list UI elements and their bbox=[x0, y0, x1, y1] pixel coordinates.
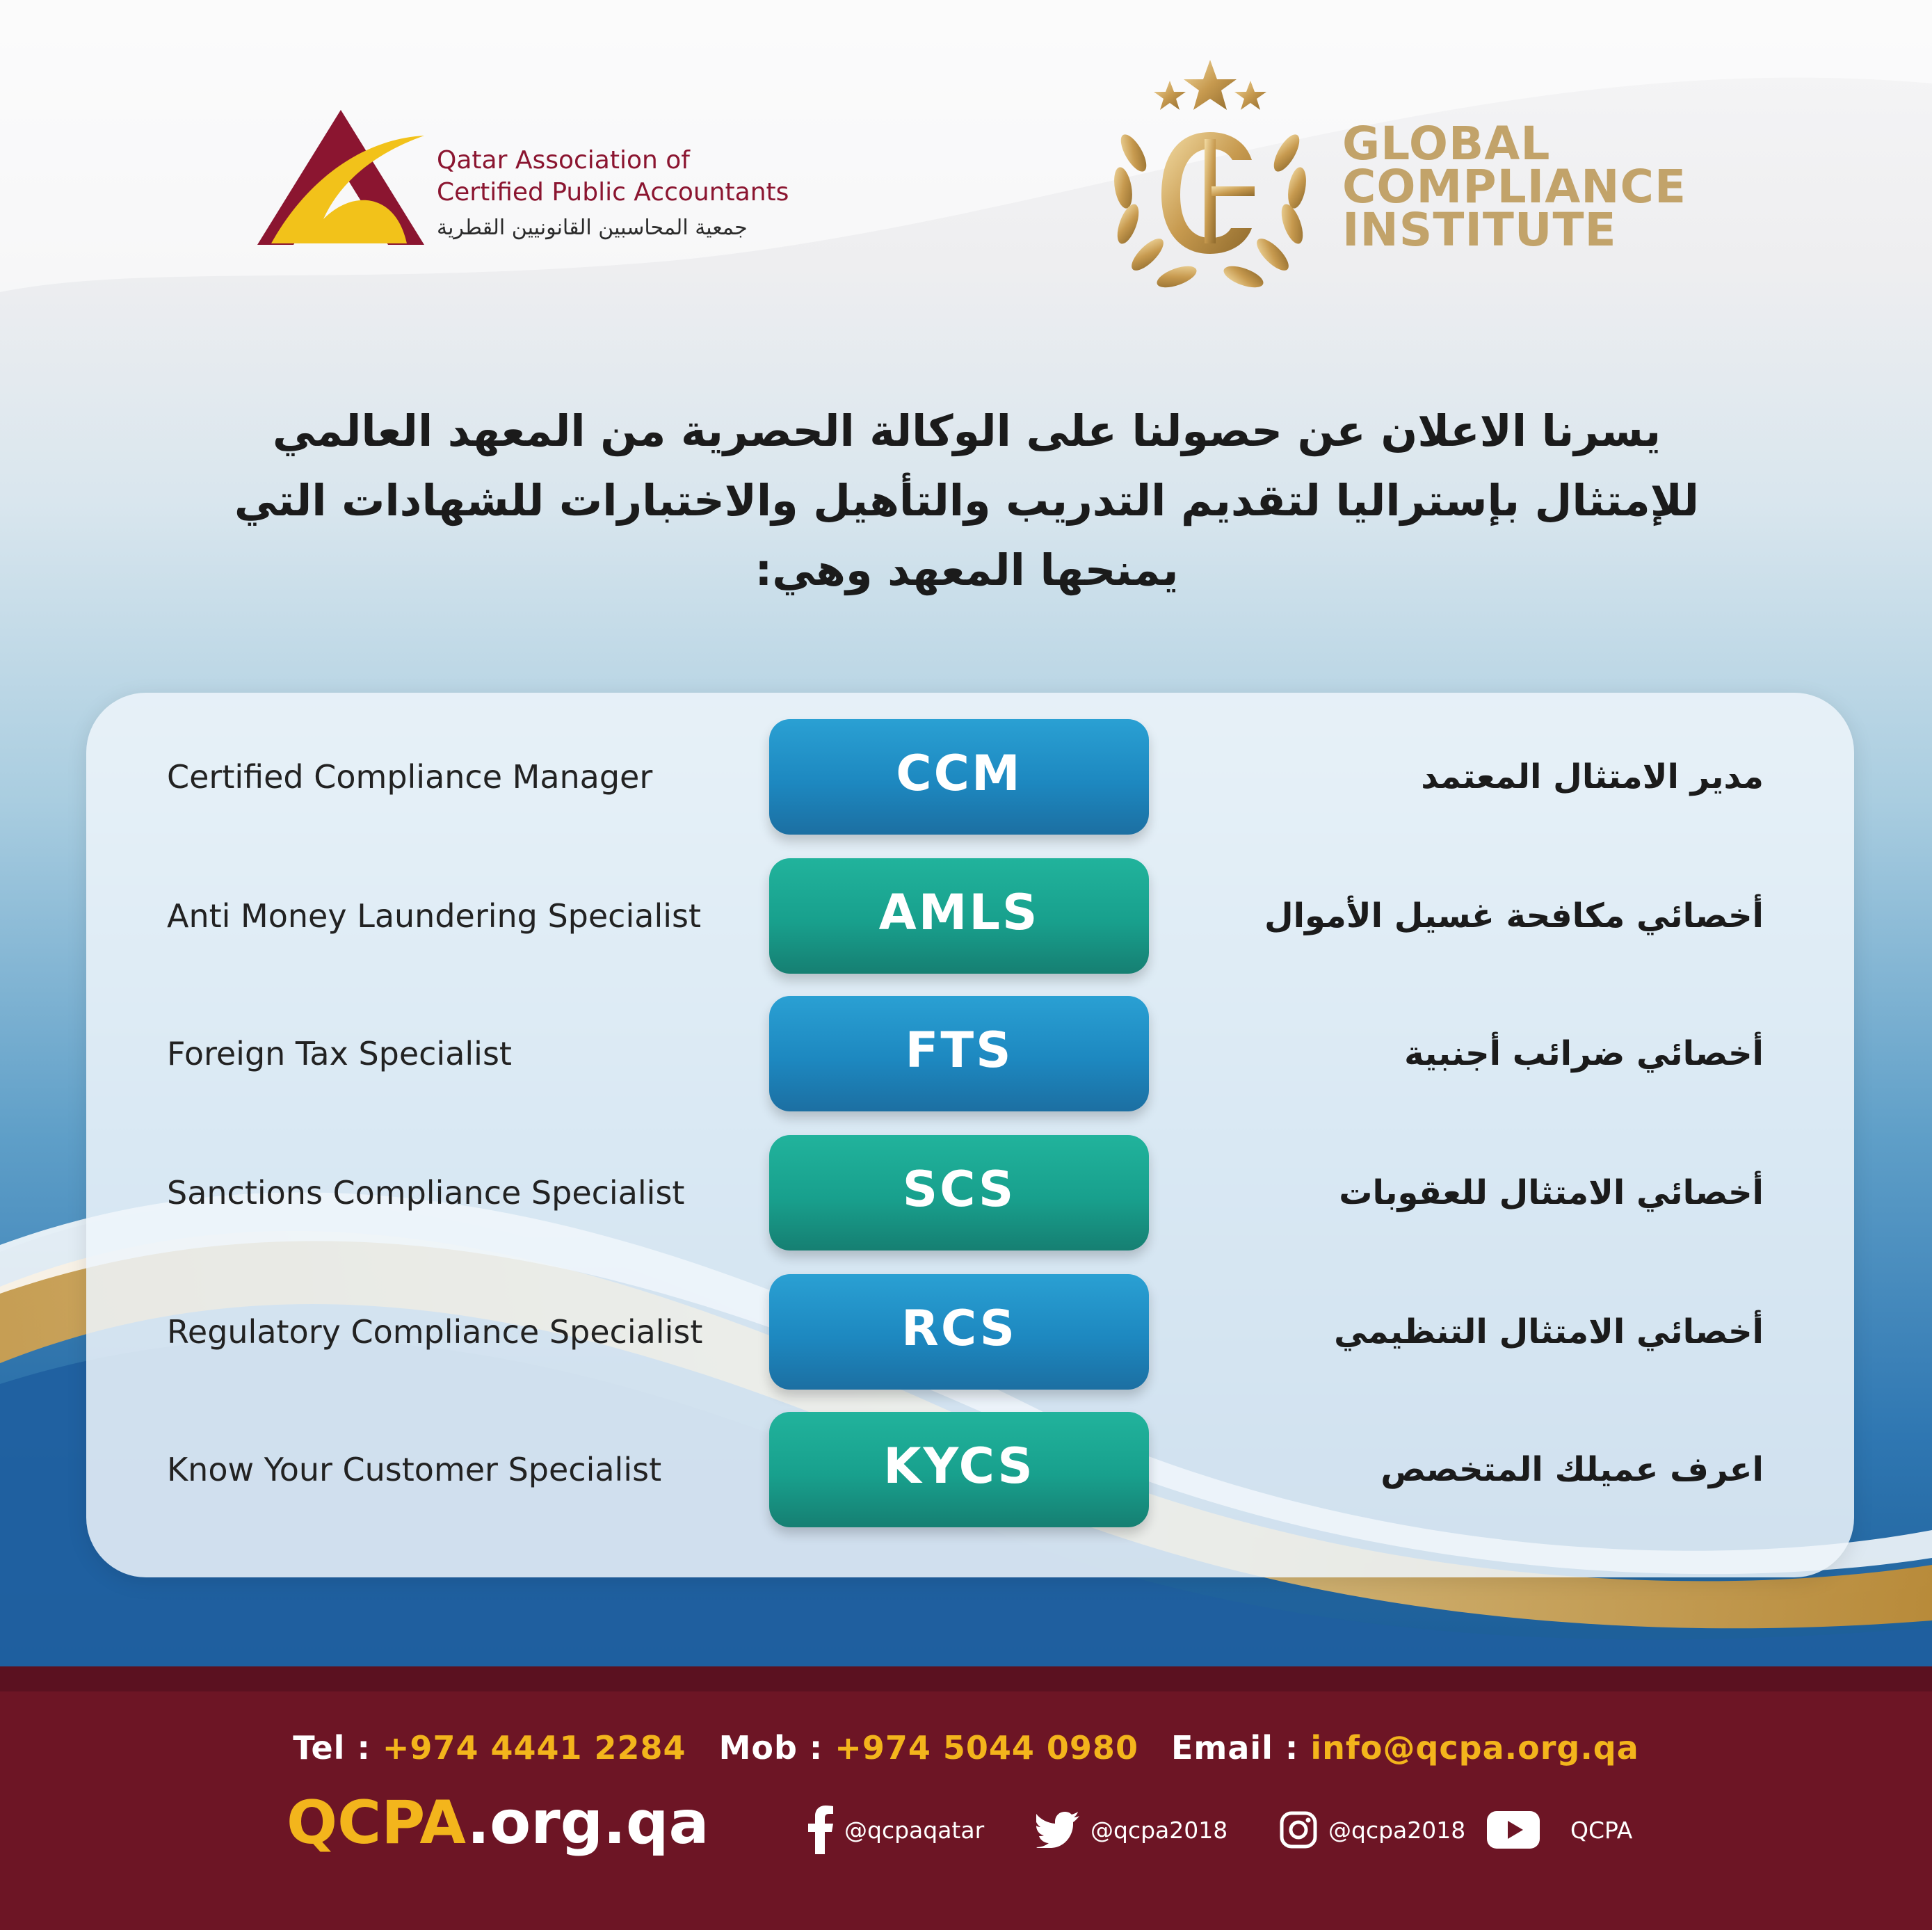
social-facebook[interactable] bbox=[808, 1806, 984, 1854]
certification-arabic-name: مدير الامتثال المعتمد bbox=[1421, 757, 1764, 796]
certification-row bbox=[86, 1135, 1854, 1251]
certification-code-button[interactable]: CCM bbox=[769, 719, 1149, 835]
certification-english-name: Certified Compliance Manager bbox=[167, 758, 653, 796]
social-twitter[interactable] bbox=[1036, 1806, 1227, 1854]
certifications-panel bbox=[86, 693, 1854, 1577]
qcpa-name-line2: Certified Public Accountants bbox=[437, 178, 789, 207]
social-youtube[interactable] bbox=[1487, 1806, 1632, 1854]
email-link[interactable]: info@qcpa.org.qa bbox=[1310, 1729, 1639, 1767]
certification-english-name: Sanctions Compliance Specialist bbox=[167, 1174, 685, 1212]
website-highlight: QCPA bbox=[287, 1788, 467, 1858]
website-link[interactable] bbox=[287, 1788, 709, 1858]
certification-arabic-name: اعرف عميلك المتخصص bbox=[1380, 1450, 1764, 1489]
youtube-icon bbox=[1487, 1811, 1540, 1849]
certification-code-button[interactable]: SCS bbox=[769, 1135, 1149, 1251]
certification-row bbox=[86, 858, 1854, 974]
twitter-handle: @qcpa2018 bbox=[1090, 1816, 1228, 1844]
mob-value[interactable]: +974 5044 0980 bbox=[835, 1729, 1138, 1767]
tel-label: Tel : bbox=[293, 1729, 371, 1767]
certification-arabic-name: أخصائي ضرائب أجنبية bbox=[1404, 1034, 1764, 1073]
certification-code-button[interactable]: RCS bbox=[769, 1274, 1149, 1390]
footer bbox=[0, 1666, 1932, 1930]
certification-english-name: Anti Money Laundering Specialist bbox=[167, 897, 702, 935]
certification-arabic-name: أخصائي الامتثال للعقوبات bbox=[1339, 1173, 1764, 1212]
certification-code-button[interactable]: FTS bbox=[769, 996, 1149, 1111]
certification-code-button[interactable]: KYCS bbox=[769, 1412, 1149, 1527]
qcpa-logo bbox=[257, 104, 862, 271]
website-domain: .org.qa bbox=[467, 1788, 709, 1858]
instagram-icon bbox=[1280, 1811, 1317, 1849]
announcement-text: يسرنا الاعلان عن حصولنا على الوكالة الحصرية من المعهد العالمي للإمتثال بإستراليا لتقديم التدريب والتأهيل والاختبارات للشهادات التي يمنحها المعهد وهي: bbox=[234, 405, 1700, 595]
mob-label: Mob : bbox=[718, 1729, 823, 1767]
social-instagram[interactable] bbox=[1280, 1806, 1465, 1854]
qcpa-arabic-name: جمعية المحاسبين القانونيين القطرية bbox=[437, 216, 748, 240]
certification-english-name: Foreign Tax Specialist bbox=[167, 1035, 512, 1072]
youtube-handle: QCPA bbox=[1570, 1816, 1633, 1844]
certification-row bbox=[86, 719, 1854, 835]
twitter-icon bbox=[1036, 1812, 1079, 1848]
certification-english-name: Regulatory Compliance Specialist bbox=[167, 1313, 703, 1351]
gci-logo bbox=[1085, 56, 1711, 306]
gci-laurel-emblem-icon bbox=[1085, 56, 1335, 306]
email-label: Email : bbox=[1170, 1729, 1299, 1767]
certification-code-button[interactable]: AMLS bbox=[769, 858, 1149, 974]
gci-name-line2: COMPLIANCE bbox=[1342, 160, 1687, 214]
facebook-icon bbox=[808, 1806, 833, 1854]
gci-name-line1: GLOBAL bbox=[1342, 117, 1551, 170]
certification-arabic-name: أخصائي مكافحة غسيل الأموال bbox=[1264, 896, 1764, 935]
certification-row bbox=[86, 1412, 1854, 1527]
gci-name-line3: INSTITUTE bbox=[1342, 203, 1617, 257]
certification-row bbox=[86, 1274, 1854, 1390]
instagram-handle: @qcpa2018 bbox=[1328, 1816, 1466, 1844]
qcpa-name-line1: Qatar Association of bbox=[437, 146, 690, 175]
footer-top-stripe bbox=[0, 1666, 1932, 1691]
contact-line bbox=[0, 1729, 1932, 1767]
tel-value[interactable]: +974 4441 2284 bbox=[382, 1729, 686, 1767]
certification-arabic-name: أخصائي الامتثال التنظيمي bbox=[1334, 1312, 1764, 1351]
qcpa-triangle-logo-icon bbox=[257, 104, 424, 250]
facebook-handle: @qcpaqatar bbox=[844, 1816, 985, 1844]
certification-row bbox=[86, 996, 1854, 1111]
certification-english-name: Know Your Customer Specialist bbox=[167, 1451, 662, 1488]
